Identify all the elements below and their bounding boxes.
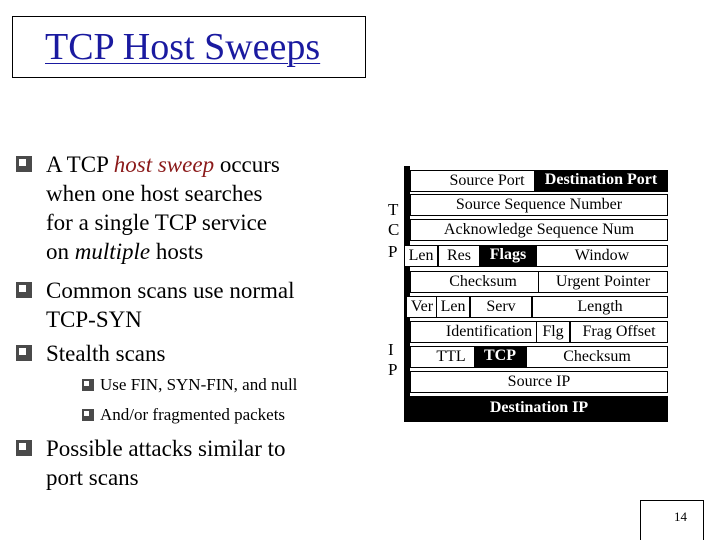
tcp-ack-sequence: Acknowledge Sequence Num — [410, 219, 668, 241]
ip-destination-ip: Destination IP — [410, 396, 668, 422]
ip-label-p: P — [388, 360, 398, 379]
tcp-label-c: C — [388, 220, 400, 239]
bullet-square-icon — [16, 282, 32, 298]
sub-bullet-fragmented — [82, 404, 285, 426]
bullet-text: Common scans use normal TCP-SYN — [46, 278, 295, 332]
tcp-len: Len — [404, 245, 438, 267]
tcp-source-port: Source Port — [410, 170, 564, 192]
ip-header-len: Len — [436, 296, 470, 318]
packet-header-diagram — [378, 166, 668, 422]
bullet-text: A TCP host sweep occurs when one host searches for a single TCP service on multiple hosts — [46, 152, 280, 264]
sub-bullet-fin — [82, 374, 297, 396]
tcp-checksum: Checksum — [410, 271, 556, 293]
tcp-window: Window — [536, 245, 668, 267]
bullet-square-icon — [82, 409, 94, 421]
bullet-text: Stealth scans — [46, 341, 166, 366]
ip-source-ip: Source IP — [410, 371, 668, 393]
bullet-text: Possible attacks similar to port scans — [46, 436, 286, 490]
page-number: 14 — [674, 509, 687, 524]
bullet-stealth-scans — [16, 339, 165, 368]
ip-ttl: TTL — [410, 346, 492, 368]
bullet-possible-attacks — [16, 434, 286, 492]
ip-label-i: I — [388, 340, 394, 359]
tcp-urgent-pointer: Urgent Pointer — [538, 271, 668, 293]
title-box — [12, 16, 366, 78]
ip-version: Ver — [406, 296, 438, 318]
tcp-flags: Flags — [480, 245, 536, 267]
ip-frag-offset: Frag Offset — [570, 321, 668, 343]
ip-identification: Identification — [410, 321, 568, 343]
tcp-label-p: P — [388, 242, 398, 261]
tcp-source-sequence: Source Sequence Number — [410, 194, 668, 216]
ip-checksum: Checksum — [526, 346, 668, 368]
bullet-common-scans — [16, 276, 295, 334]
bullet-square-icon — [16, 440, 32, 456]
bullet-square-icon — [16, 156, 32, 172]
bullet-host-sweep — [16, 150, 280, 266]
sub-bullet-text: Use FIN, SYN-FIN, and null — [100, 375, 298, 394]
bullet-square-icon — [16, 345, 32, 361]
ip-protocol-tcp: TCP — [474, 346, 526, 368]
sub-bullet-text: And/or fragmented packets — [100, 405, 286, 424]
tcp-destination-port: Destination Port — [534, 170, 668, 192]
tcp-res: Res — [438, 245, 480, 267]
bullet-square-icon — [82, 379, 94, 391]
slide-title: TCP Host Sweeps — [45, 26, 321, 68]
page-number-box — [640, 500, 704, 540]
ip-flags: Flg — [536, 321, 570, 343]
ip-service: Serv — [470, 296, 532, 318]
tcp-label-t: T — [388, 200, 399, 219]
ip-length: Length — [532, 296, 668, 318]
